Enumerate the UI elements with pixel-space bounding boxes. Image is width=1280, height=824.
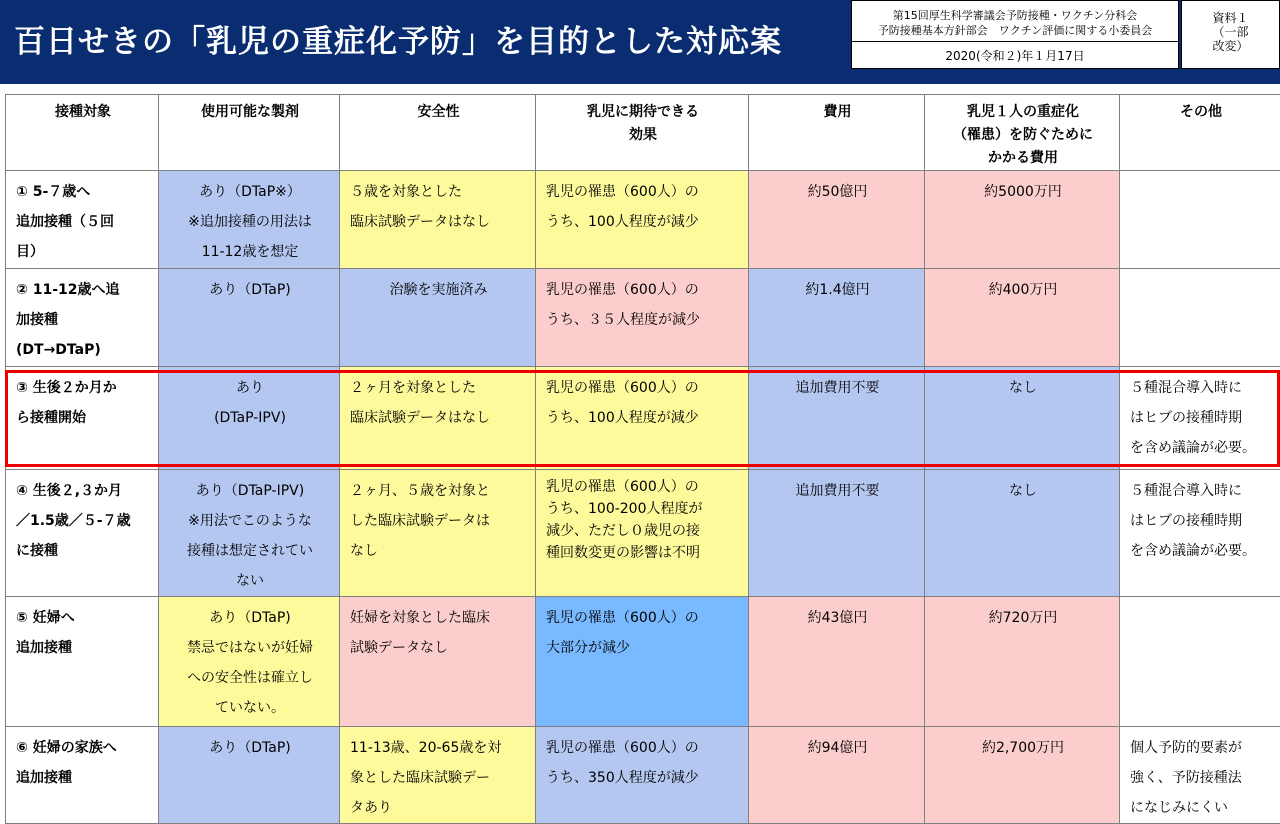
cell-text-line: 接種対象 [55,104,111,120]
cell-product [159,470,340,597]
cell-per-infant-cost [925,367,1120,470]
cell-product [159,727,340,824]
table-row [6,727,1280,824]
cell-safety [340,269,536,367]
cell-text-line: 追加費用不要 [795,380,880,396]
meeting-name-line1: 第15回厚生科学審議会予防接種・ワクチン分科会 [892,9,1138,22]
cell-text-line: なし [350,543,378,559]
cell-text-line: うち、３５人程度が減少 [546,312,700,328]
col-header-product [159,95,340,171]
cell-safety [340,171,536,269]
page-title: 百日せきの「乳児の重症化予防」を目的とした対応案 [14,24,782,60]
cell-text-line: 乳児の罹患（600人）の [546,184,699,200]
col-header-target [6,95,159,171]
cell-text-line: ④ 生後２,３か月 [16,483,123,499]
cell-text-line: ※追加接種の用法は [188,214,312,230]
col-header-safety [340,95,536,171]
cell-text-line: (DT→DTaP) [16,342,101,358]
cell-text-line: 強く、予防接種法 [1130,770,1242,786]
cell-text-line: を含め議論が必要。 [1130,543,1256,559]
cell-safety [340,727,536,824]
cell-text-line: ない [236,573,264,589]
cell-text-line: 乳児１人の重症化 [967,104,1079,120]
cell-text-line: 約720万円 [988,610,1058,626]
cell-text-line: 追加接種（５回 [16,214,114,230]
cell-product [159,269,340,367]
cell-target [6,171,159,269]
document-note-2: 改変） [1212,39,1249,53]
cell-effect [536,727,749,824]
cell-text-line: 臨床試験データはなし [350,410,490,426]
cell-text-line: ③ 生後２か月か [16,380,117,396]
cell-other [1120,269,1280,367]
cell-text-line: ② 11-12歳へ追 [16,282,120,298]
cell-cost [749,597,925,727]
table-row [6,597,1280,727]
cell-text-line: 約50億円 [807,184,868,200]
cell-text-line: うち、100人程度が減少 [546,410,699,426]
cell-cost [749,171,925,269]
cell-text-line: ２ヶ月、５歳を対象と [350,483,490,499]
cell-per-infant-cost [925,597,1120,727]
table-row [6,269,1280,367]
cell-text-line: その他 [1180,104,1222,120]
cell-other [1120,727,1280,824]
cell-text-line: 乳児の罹患（600人）の [546,610,699,626]
cell-effect [536,367,749,470]
cell-text-line: 減少、ただし０歳児の接 [546,523,700,539]
cell-text-line: 禁忌ではないが妊婦 [187,640,313,656]
cell-text-line: タあり [350,800,392,816]
cell-text-line: うち、100人程度が減少 [546,214,699,230]
cell-text-line: ／1.5歳／５-７歳 [16,513,131,529]
cell-text-line: になじみにくい [1130,800,1228,816]
comparison-table [5,94,1280,824]
cell-other [1120,470,1280,597]
cell-effect [536,269,749,367]
cell-text-line: ていない。 [215,700,285,716]
cell-target [6,367,159,470]
col-header-other [1120,95,1280,171]
cell-text-line: ２ヶ月を対象とした [350,380,476,396]
cell-text-line: あり（DTaP※） [199,184,301,200]
col-header-per-infant-cost [925,95,1120,171]
cell-text-line: 乳児の罹患（600人）の [546,740,699,756]
cell-per-infant-cost [925,269,1120,367]
cell-text-line: への安全性は確立し [187,670,313,686]
document-label: 資料１ [1212,11,1249,25]
cell-effect [536,470,749,597]
cell-product [159,597,340,727]
document-note-1: （一部 [1212,25,1249,39]
cell-target [6,727,159,824]
cell-text-line: （罹患）を防ぐために [953,127,1093,143]
cell-text-line: 乳児の罹患（600人）の [546,479,699,495]
cell-per-infant-cost [925,727,1120,824]
cell-text-line: ① 5-７歳へ [16,184,91,200]
cell-text-line: (DTaP-IPV) [214,410,286,426]
cell-text-line: あり（DTaP) [209,282,291,298]
cell-text-line: 目） [16,244,44,260]
col-header-cost [749,95,925,171]
cell-text-line: 臨床試験データはなし [350,214,490,230]
cell-text-line: ５種混合導入時に [1130,380,1242,396]
cell-text-line: うち、350人程度が減少 [546,770,699,786]
cell-text-line: 約2,700万円 [981,740,1065,756]
cell-other [1120,597,1280,727]
cell-text-line: 約43億円 [807,610,868,626]
cell-per-infant-cost [925,171,1120,269]
cell-text-line: 接種は想定されてい [187,543,313,559]
cell-text-line: 試験データなし [350,640,448,656]
cell-text-line: 約1.4億円 [805,282,870,298]
meeting-date: 2020(令和２)年１月17日 [852,41,1178,70]
cell-text-line: 追加接種 [16,770,72,786]
cell-text-line: 追加接種 [16,640,72,656]
cell-safety [340,470,536,597]
cell-effect [536,597,749,727]
cell-text-line: 効果 [629,127,657,143]
cell-product [159,367,340,470]
cell-text-line: 11-13歳、20-65歳を対 [350,740,502,756]
cell-cost [749,470,925,597]
cell-text-line: 個人予防的要素が [1130,740,1242,756]
cell-per-infant-cost [925,470,1120,597]
cell-text-line: 乳児に期待できる [587,104,699,120]
cell-text-line: はヒブの接種時期 [1130,513,1242,529]
cell-text-line: なし [1009,483,1037,499]
cell-text-line: ５種混合導入時に [1130,483,1242,499]
cell-text-line: うち、100-200人程度が [546,501,703,517]
cell-safety [340,597,536,727]
cell-other [1120,367,1280,470]
cell-text-line: あり（DTaP-IPV) [195,483,305,499]
cell-target [6,597,159,727]
cell-text-line: 約94億円 [807,740,868,756]
cell-text-line: あり（DTaP) [209,610,291,626]
cell-text-line: 約400万円 [988,282,1058,298]
cell-target [6,269,159,367]
header-banner [0,0,1280,84]
document-label-box [1181,0,1280,69]
cell-text-line: 大部分が減少 [546,640,630,656]
cell-text-line: 安全性 [417,104,460,120]
cell-text-line: ※用法でこのような [188,513,312,529]
meeting-info-box [851,0,1179,69]
cell-text-line: に接種 [16,543,58,559]
cell-text-line: ⑥ 妊婦の家族へ [16,740,117,756]
cell-product [159,171,340,269]
cell-text-line: なし [1009,380,1037,396]
col-header-effect [536,95,749,171]
table-row [6,367,1280,470]
cell-text-line: あり [236,380,264,396]
table-row [6,470,1280,597]
cell-text-line: ら接種開始 [16,410,86,426]
cell-text-line: 加接種 [16,312,58,328]
table-row [6,171,1280,269]
cell-text-line: ⑤ 妊婦へ [16,610,75,626]
header-row [6,95,1280,171]
cell-cost [749,727,925,824]
cell-text-line: 約5000万円 [984,184,1062,200]
cell-text-line: あり（DTaP) [209,740,291,756]
cell-text-line: 乳児の罹患（600人）の [546,380,699,396]
cell-text-line: 種回数変更の影響は不明 [546,545,700,561]
cell-text-line: 追加費用不要 [795,483,880,499]
cell-target [6,470,159,597]
meeting-name-line2: 予防接種基本方針部会 ワクチン評価に関する小委員会 [877,24,1153,37]
cell-text-line: 治験を実施済み [389,282,488,298]
cell-text-line: 費用 [823,104,852,120]
cell-text-line: かかる費用 [988,150,1058,166]
cell-text-line: を含め議論が必要。 [1130,440,1256,456]
cell-text-line: した臨床試験データは [350,513,490,529]
cell-text-line: 妊婦を対象とした臨床 [350,610,490,626]
cell-effect [536,171,749,269]
cell-cost [749,269,925,367]
cell-text-line: はヒブの接種時期 [1130,410,1242,426]
cell-text-line: ５歳を対象とした [350,184,462,200]
cell-text-line: 使用可能な製剤 [201,104,299,120]
cell-text-line: 象とした臨床試験デー [350,770,490,786]
cell-safety [340,367,536,470]
cell-other [1120,171,1280,269]
cell-text-line: 乳児の罹患（600人）の [546,282,699,298]
cell-text-line: 11-12歳を想定 [201,244,299,260]
cell-cost [749,367,925,470]
